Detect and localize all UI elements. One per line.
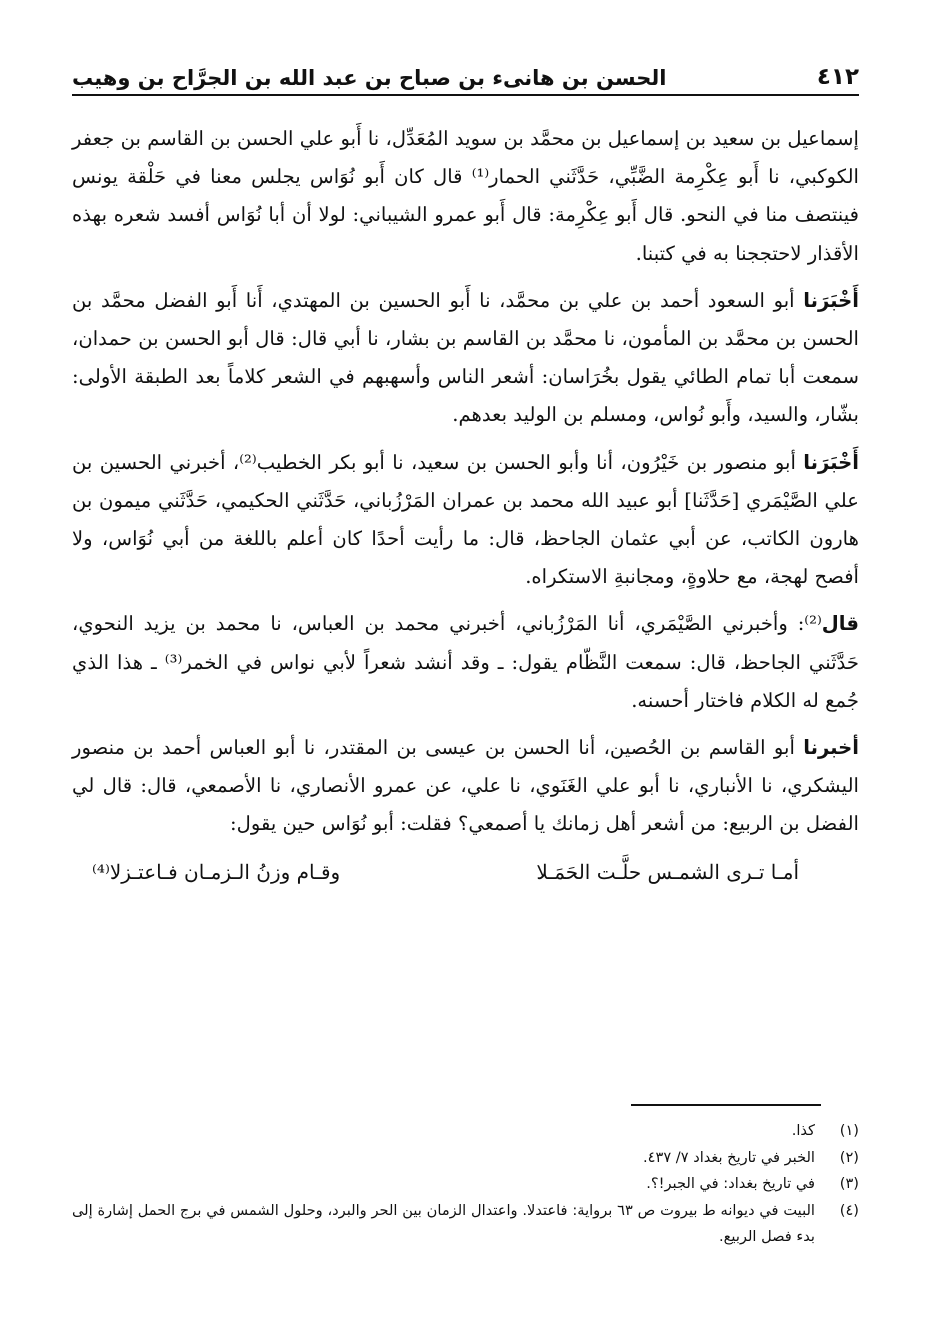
paragraph-text: ⁽²⁾: وأخبرني الصَّيْمَري، أنا المَرْزُباني، أخبرني محمد بن العباس، نا محمد بن يزيد النحوي، حَدَّثَني الجاحظ، قال: سمعت النَّظّام يقول: ـ وقد أنشد شعراً لأبي نواس في الخمر⁽³⁾ ـ هذا الذي جُمع له الكلام فاختار أحسنه.	[72, 612, 860, 712]
footnote-text: الخبر في تاريخ بغداد ٧/ ٤٣٧.	[643, 1148, 815, 1166]
footnote-number: (٢)	[839, 1148, 859, 1166]
footnote-separator	[631, 1104, 821, 1106]
footnote	[72, 1145, 859, 1172]
footnote-text: البيت في ديوانه ط بيروت ص ٦٣ برواية: فاعتدلا. واعتدال الزمان بين الحر والبرد، وحلول الشمس في برج الحمل إشارة إلى بدء فصل الربيع.	[72, 1201, 815, 1245]
footnote	[72, 1198, 859, 1251]
paragraph-lead: أَخْبَرَنا	[803, 288, 859, 312]
paragraph-text: أبو القاسم بن الحُصين، أنا الحسن بن عيسى بن المقتدر، نا أبو العباس أحمد بن منصور اليشكري، نا الأنباري، نا أبو علي الغَنَوي، نا علي، عن عمرو الأنصاري، نا الأصمعي، قال: قال لي الفضل بن الربيع: من أشعر أهل زمانك يا أصمعي؟ فقلت: أبو نُوَاس حين يقول:	[72, 736, 859, 836]
footnote	[72, 1171, 859, 1198]
paragraph	[72, 729, 859, 844]
footnote	[72, 1118, 859, 1145]
paragraph	[72, 120, 859, 273]
page-number: ٤١٢	[816, 64, 859, 90]
paragraph	[72, 605, 859, 720]
footnote-number: (٣)	[839, 1175, 859, 1192]
footnotes	[72, 1118, 859, 1251]
verse-line	[72, 853, 859, 891]
verse-second-hemistich: وقـام وزنُ الـزمـان فـاعتـزلا⁽⁴⁾	[92, 859, 341, 884]
paragraph	[72, 444, 859, 597]
footnote-text: في تاريخ بغداد: في الجبر!؟.	[646, 1175, 815, 1192]
paragraph-text: إسماعيل بن سعيد بن إسماعيل بن محمَّد بن سويد المُعَدِّل، نا أَبو علي الحسن بن القاسم بن جعفر الكوكبي، نا أَبو عِكْرِمة الضَّبِّي، حَدَّثَني الحمار⁽¹⁾ قال كان أَبو نُوَاس يجلس معنا في حَلْقة يونس فينتصف منا في النحو. قال أَبو عِكْرِمة: قال أَبو عمرو الشيباني: لولا أن أبا نُوَاس أفسد شعره بهذه الأقذار لاحتججنا به في كتبنا.	[72, 127, 859, 265]
paragraph-text: أبو منصور بن خَيْرُون، أنا وأبو الحسن بن سعيد، نا أبو بكر الخطيب⁽²⁾، أخبرني الحسين بن علي الصَّيْمَري [حَدَّثَنا] أبو عبيد الله محمد بن عمران المَرْزُباني، حَدَّثَني الحكيمي، حَدَّثَني ميمون بن هارون الكاتب، عن أبي عثمان الجاحظ، قال: ما رأيت أحدًا كان أعلم باللغة من أبي نُوَاس، ولا أفصح لهجة، مع حلاوةٍ، ومجانبةِ الاستكراه.	[72, 450, 859, 589]
verse-first-hemistich: أمـا تـرى الشمـس حلَّـت الحَمَـلا	[536, 859, 799, 884]
paragraph-lead: أخبرنا	[803, 736, 859, 760]
paragraph-lead: أَخْبَرَنا	[803, 450, 860, 474]
main-text	[72, 120, 859, 891]
footnote-text: كذا.	[791, 1122, 815, 1139]
paragraph-text: أبو السعود أحمد بن علي بن محمَّد، نا أَبو الحسين بن المهتدي، أَنا أَبو الفضل محمَّد بن الحسن بن محمَّد بن المأمون، نا محمَّد بن القاسم بن بشار، نا أبي قال: قال أبو الحسن بن حمدان، سمعت أبا تمام الطائي يقول بخُرَاسان: أشعر الناس وأسهبهم في الشعر كلاماً بعد الطبقة الأولى: بشّار، والسيد، وأَبو نُواس، ومسلم بن الوليد بعدهم.	[72, 288, 859, 427]
paragraph	[72, 282, 859, 435]
footnote-number: (١)	[839, 1122, 859, 1139]
paragraph-lead: قال	[821, 612, 859, 636]
page-header	[72, 60, 859, 96]
running-head: الحسن بن هانىء بن صباح بن عبد الله بن الجرَّاح بن وهيب	[72, 66, 667, 90]
footnote-number: (٤)	[839, 1201, 859, 1219]
